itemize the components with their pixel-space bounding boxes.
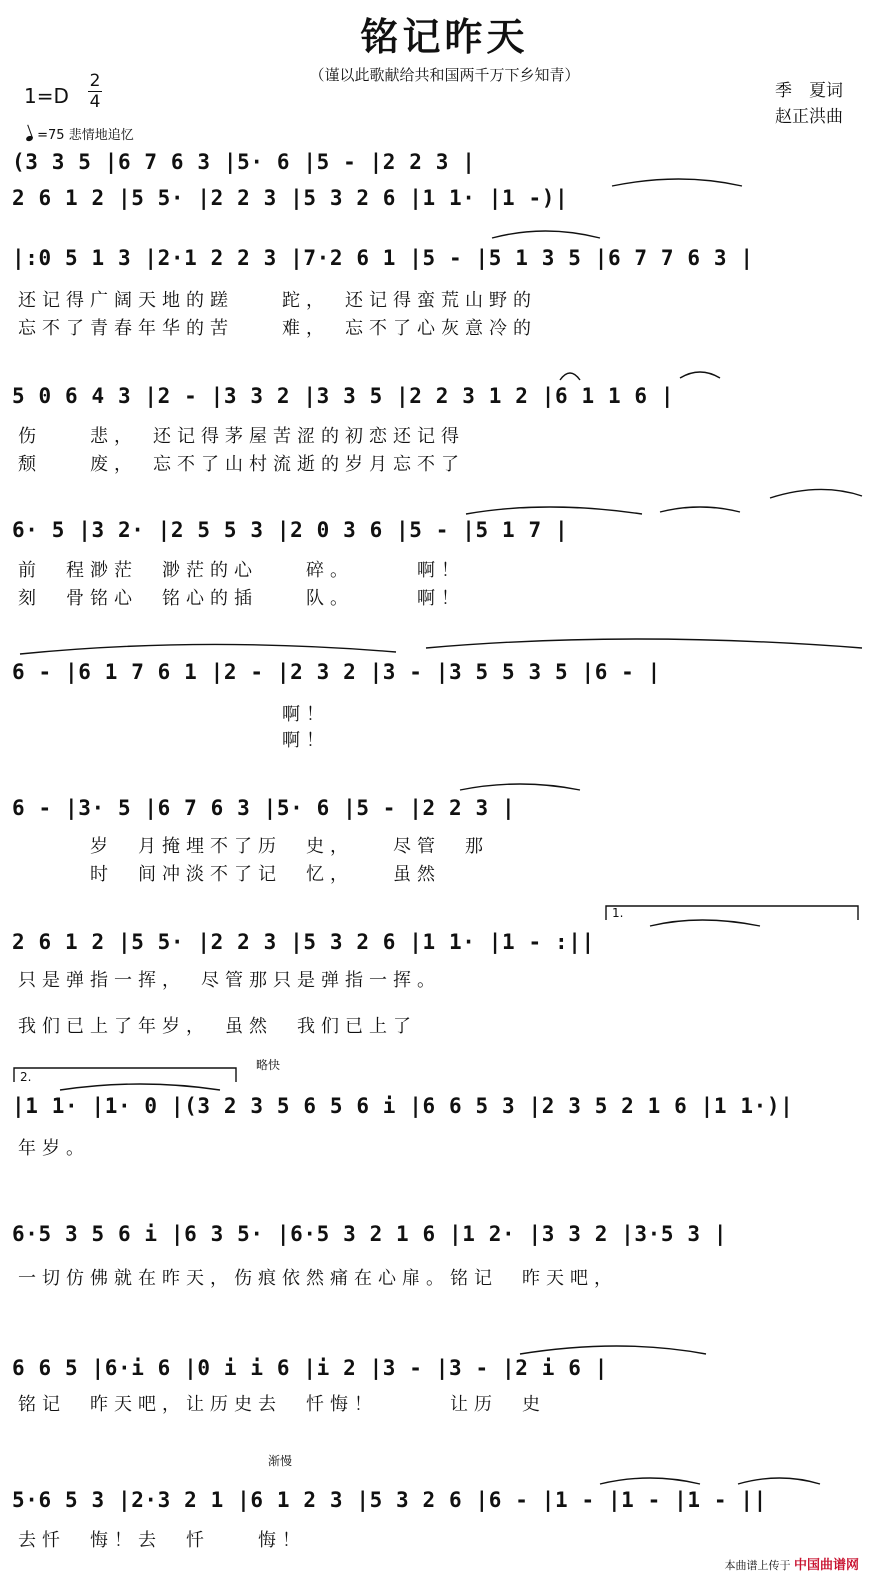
volta-first-ending: 1. [612,906,624,920]
music-row: 6 - |6 1 7 6 1 |2 - |2 3 2 |3 - |3 5 5 3 5 |6 - | [12,660,661,684]
site-logo: 中国曲谱网 [793,1558,859,1573]
lyric-line: 伤 悲， 还记得茅屋苦涩的初恋还记得 [18,426,465,447]
lyric-line: 啊！ [18,730,330,751]
quarter-note-icon [25,135,33,142]
lyric-line: 岁 月掩埋不了历 史， 尽管 那 [18,836,489,857]
lyric-line: 还记得广阔天地的蹉 跎， 还记得蛮荒山野的 [18,290,537,311]
music-row: 6 - |3· 5 |6 7 6 3 |5· 6 |5 - |2 2 3 | [12,796,516,820]
music-row: 6·5 3 5 6 i |6 3 5· |6·5 3 2 1 6 |1 2· |3 3 2 |3·5 3 | [12,1222,728,1246]
lyric-line: 去忏 悔！去 忏 悔！ [18,1530,306,1551]
lyric-line: 啊！ [18,704,330,725]
music-row: |:0 5 1 3 |2·1 2 2 3 |7·2 6 1 |5 - |5 1 3 5 |6 7 7 6 3 | [12,246,754,270]
music-row: 6· 5 |3 2· |2 5 5 3 |2 0 3 6 |5 - |5 1 7 | [12,518,569,542]
footer-text: 本曲谱上传于 [724,1559,791,1572]
lyric-line: 我们已上了年岁， 虽然 我们已上了 [18,1016,417,1037]
lyric-line: 铭记 昨天吧，让历史去 忏悔！ 让历 史 [18,1394,546,1415]
song-dedication: （谨以此歌献给共和国两千万下乡知青） [309,66,580,84]
time-bottom: 4 [89,92,101,112]
tempo-marking [26,124,134,143]
lyricist: 季 夏词 [775,81,843,101]
song-title: 铭记昨天 [360,15,529,59]
music-row: 6 6 5 |6·i 6 |0 i i 6 |i 2 |3 - |3 - |2 i 6 | [12,1356,608,1380]
lyric-line: 前 程渺茫 渺茫的心 碎。 啊！ [18,560,465,581]
tempo-text: =75 悲情地追忆 [37,128,134,143]
tempo-change-faster: 略快 [256,1058,281,1072]
music-row: 2 6 1 2 |5 5· |2 2 3 |5 3 2 6 |1 1· |1 - :|| [12,930,595,954]
music-row: (3 3 5 |6 7 6 3 |5· 6 |5 - |2 2 3 | [12,150,476,174]
volta-second-ending: 2. [20,1070,32,1084]
lyric-line: 一切仿佛就在昨天，伤痕依然痛在心扉。铭记 昨天吧， [18,1268,618,1289]
footer-credit [724,1554,859,1573]
time-signature [88,72,102,111]
music-row: |1 1· |1· 0 |(3 2 3 5 6 5 6 i |6 6 5 3 |2 3 5 2 1 6 |1 1·)| [12,1094,794,1118]
music-row: 5 0 6 4 3 |2 - |3 3 2 |3 3 5 |2 2 3 1 2 |6 1 1 6 | [12,384,675,408]
composer: 赵正洪曲 [775,107,843,127]
lyric-line: 颓 废， 忘不了山村流逝的岁月忘不了 [18,454,465,475]
music-row: 5·6 5 3 |2·3 2 1 |6 1 2 3 |5 3 2 6 |6 - |1 - |1 - |1 - || [12,1488,767,1512]
lyric-line: 年岁。 [18,1138,90,1159]
key-signature: 1=D [24,84,69,108]
music-row: 2 6 1 2 |5 5· |2 2 3 |5 3 2 6 |1 1· |1 -)| [12,186,569,210]
lyric-line: 忘不了青春年华的苦 难， 忘不了心灰意冷的 [18,318,537,339]
lyric-line: 时 间冲淡不了记 忆， 虽然 [18,864,441,885]
lyric-line: 只是弹指一挥， 尽管那只是弹指一挥。 [18,970,441,991]
tempo-change-slower: 渐慢 [268,1454,293,1468]
lyric-line: 刻 骨铭心 铭心的插 队。 啊！ [18,588,465,609]
time-top: 2 [89,71,101,91]
credits [775,78,843,130]
